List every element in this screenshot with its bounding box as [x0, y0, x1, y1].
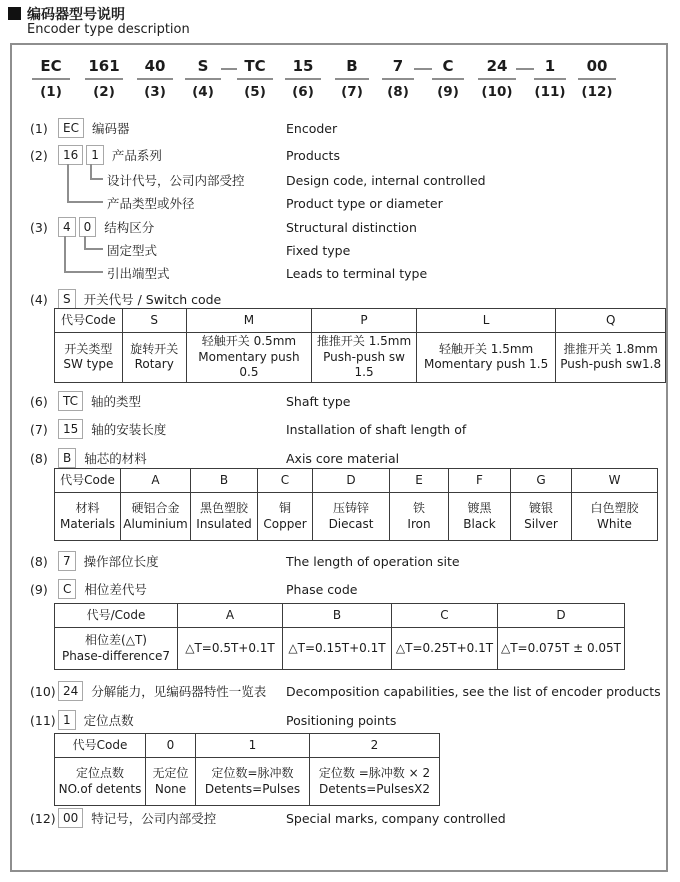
- sub-label-zh: 固定型式: [107, 243, 158, 258]
- entry-number: (11): [30, 712, 56, 728]
- entry-number: (9): [30, 581, 48, 597]
- entry-label-en: Shaft type: [286, 393, 351, 409]
- sub-label-zh: 设计代号，公司内部受控: [107, 173, 245, 188]
- table-cell: [196, 758, 310, 806]
- entry-code-box: S: [58, 289, 76, 309]
- entry-code-box: 24: [58, 681, 83, 701]
- pn-index: (1): [40, 84, 62, 100]
- sub-label-zh: 产品类型或外径: [107, 196, 195, 211]
- table-row-label: [55, 758, 146, 806]
- table-cell: [313, 493, 390, 541]
- entry-code-box: 15: [58, 419, 83, 439]
- pn-code: EC: [32, 57, 70, 80]
- cell-en: Detents=Pulses: [204, 781, 301, 796]
- pn-segment: [578, 57, 616, 100]
- table-header-cell: C: [258, 469, 313, 493]
- entry-label-en: Decomposition capabilities, see the list of encoder products: [286, 683, 661, 699]
- table-header-cell: 代号Code: [55, 469, 121, 493]
- pn-index: (2): [93, 84, 115, 100]
- cell-zh: 轻触开关 1.5mm: [438, 341, 534, 356]
- table-row-label: [55, 493, 121, 541]
- content-frame: [10, 43, 668, 872]
- table-header-cell: C: [392, 604, 498, 628]
- table-header-cell: 代号Code: [55, 734, 146, 758]
- table-cell: [449, 493, 511, 541]
- entry-number: (8): [30, 553, 48, 569]
- cell-zh: 材料: [75, 500, 100, 515]
- table-row-label: [55, 333, 123, 383]
- table-cell: [191, 493, 258, 541]
- table-cell: [572, 493, 658, 541]
- pn-segment: [285, 57, 321, 100]
- table-cell: [390, 493, 449, 541]
- pn-dash: [221, 68, 237, 70]
- table-cell: [310, 758, 440, 806]
- pn-segment: [137, 57, 173, 100]
- table-cell: [121, 493, 191, 541]
- table-header-cell: F: [449, 469, 511, 493]
- table-cell: [556, 333, 666, 383]
- pn-segment: [335, 57, 369, 100]
- cell-zh: 铜: [278, 500, 291, 515]
- pn-segment: [534, 57, 566, 100]
- entry-number: (1): [30, 120, 48, 136]
- cell-zh: 硬铝合金: [131, 500, 180, 515]
- entry-9: [12, 579, 666, 599]
- cell-en: Rotary: [134, 357, 174, 372]
- sub-label-en: Fixed type: [286, 242, 351, 258]
- cell-en: Phase-difference7: [61, 648, 171, 663]
- cell-zh: 镀黑: [467, 500, 492, 515]
- cell-zh: 压铸锌: [332, 500, 369, 515]
- table-header-cell: P: [312, 309, 417, 333]
- entry-8b: [12, 551, 666, 571]
- pn-index: (9): [437, 84, 459, 100]
- entry-1: [12, 118, 666, 138]
- entry-6: [12, 391, 666, 411]
- pn-code: 7: [382, 57, 414, 80]
- pn-segment: [478, 57, 516, 100]
- cell-en: Diecast: [328, 516, 374, 531]
- entry-code-box: 7: [58, 551, 76, 571]
- entry-label-zh: 相位差代号: [84, 582, 147, 597]
- cell-en: White: [597, 516, 632, 531]
- entry-11: [12, 710, 666, 730]
- entry-label-zh: 定位点数: [83, 713, 134, 728]
- table-header-cell: A: [178, 604, 283, 628]
- entry-code-box: 00: [58, 808, 83, 828]
- cell-en: Momentary push 0.5: [198, 349, 300, 380]
- pn-code: TC: [237, 57, 273, 80]
- table-cell: △T=0.25T+0.1T: [392, 628, 498, 670]
- table-header-cell: 代号Code: [55, 309, 123, 333]
- materials-table: [54, 468, 658, 541]
- entry-12: [12, 808, 666, 828]
- cell-zh: 黑色塑胶: [199, 500, 248, 515]
- entry-code-box: C: [58, 579, 76, 599]
- sub-label-zh: 引出端型式: [107, 266, 170, 281]
- entry-code-box: 1: [58, 710, 76, 730]
- table-header-cell: A: [121, 469, 191, 493]
- cell-en: None: [154, 781, 187, 796]
- pn-segment: [432, 57, 464, 100]
- pn-index: (10): [481, 84, 513, 100]
- table-cell: [511, 493, 572, 541]
- pn-code: B: [335, 57, 369, 80]
- cell-en: Insulated: [196, 516, 252, 531]
- cell-en: Aluminium: [123, 516, 188, 531]
- entry-label-en: Phase code: [286, 581, 358, 597]
- pn-index: (12): [581, 84, 613, 100]
- pn-code: 40: [137, 57, 173, 80]
- entry-3-sub-2: [12, 263, 666, 283]
- entry-label-en: Installation of shaft length of: [286, 421, 467, 437]
- page-title-en: Encoder type description: [27, 22, 190, 37]
- pn-segment: [85, 57, 123, 100]
- entry-label-en: Axis core material: [286, 450, 400, 466]
- entry-number: (7): [30, 421, 48, 437]
- table-header-cell: 代号/Code: [55, 604, 178, 628]
- entry-label-zh: 开关代号 / Switch code: [83, 292, 222, 307]
- entry-label-zh: 轴芯的材料: [84, 451, 147, 466]
- entry-label-en: Special marks, company controlled: [286, 810, 506, 826]
- cell-zh: 镀银: [528, 500, 553, 515]
- entry-number: (6): [30, 393, 48, 409]
- entry-label-en: Positioning points: [286, 712, 397, 728]
- section-marker-icon: [8, 7, 21, 20]
- entry-3: [12, 217, 666, 237]
- pn-segment: [32, 57, 70, 100]
- table-cell: [416, 333, 556, 383]
- pn-segment: [382, 57, 414, 100]
- cell-zh: 定位数 =脉冲数 × 2: [318, 765, 431, 780]
- table-header-cell: 2: [310, 734, 440, 758]
- cell-en: Detents=PulsesX2: [318, 781, 431, 796]
- pn-index: (5): [244, 84, 266, 100]
- table-cell: [186, 333, 312, 383]
- pn-code: 161: [85, 57, 123, 80]
- entry-label-zh: 结构区分: [104, 220, 155, 235]
- table-row-label: [55, 628, 178, 670]
- entry-2: [12, 145, 666, 165]
- table-cell: △T=0.075T ± 0.05T: [498, 628, 625, 670]
- entry-label-zh: 轴的安装长度: [91, 422, 167, 437]
- pn-code: S: [185, 57, 221, 80]
- pn-segment: [237, 57, 273, 100]
- cell-zh: 无定位: [152, 765, 189, 780]
- sub-label-en: Design code, internal controlled: [286, 172, 486, 188]
- cell-zh: 定位数=脉冲数: [211, 765, 294, 780]
- pn-code: C: [432, 57, 464, 80]
- cell-zh: 开关类型: [64, 341, 113, 356]
- cell-en: Materials: [59, 516, 115, 531]
- entry-label-zh: 特记号，公司内部受控: [91, 811, 217, 826]
- entry-4: [12, 289, 666, 309]
- table-header-cell: B: [283, 604, 392, 628]
- entry-8a: [12, 448, 666, 468]
- table-header-cell: L: [416, 309, 556, 333]
- cell-zh: 相位差(△T): [85, 632, 147, 647]
- sub-label-en: Product type or diameter: [286, 195, 443, 211]
- entry-number: (8): [30, 450, 48, 466]
- cell-en: Copper: [263, 516, 307, 531]
- pn-index: (8): [387, 84, 409, 100]
- table-header-cell: E: [390, 469, 449, 493]
- cell-en: Silver: [524, 516, 558, 531]
- page-title-zh: 编码器型号说明: [27, 7, 125, 23]
- cell-en: Momentary push 1.5: [423, 357, 549, 372]
- entry-label-zh: 分解能力，见编码器特性一览表: [91, 684, 267, 699]
- pn-dash: [516, 68, 534, 70]
- cell-zh: 定位点数: [75, 765, 124, 780]
- pn-code: 24: [478, 57, 516, 80]
- pn-segment: [185, 57, 221, 100]
- entry-number: (4): [30, 291, 48, 307]
- entry-3-sub-1: [12, 240, 666, 260]
- cell-en: Iron: [407, 516, 431, 531]
- part-number-breakdown: [32, 57, 616, 100]
- cell-en: SW type: [63, 357, 114, 372]
- table-cell: △T=0.5T+0.1T: [178, 628, 283, 670]
- entry-code-box: 1: [86, 145, 104, 165]
- pn-index: (4): [192, 84, 214, 100]
- table-header-cell: S: [122, 309, 186, 333]
- table-cell: [258, 493, 313, 541]
- sub-label-en: Leads to terminal type: [286, 265, 428, 281]
- cell-zh: 铁: [412, 500, 425, 515]
- entry-10: [12, 681, 666, 701]
- entry-label-en: The length of operation site: [286, 553, 460, 569]
- table-cell: [312, 333, 417, 383]
- entry-label-en: Encoder: [286, 120, 338, 136]
- table-header-cell: D: [498, 604, 625, 628]
- entry-label-zh: 轴的类型: [91, 394, 142, 409]
- entry-code-box: B: [58, 448, 76, 468]
- table-header-cell: Q: [556, 309, 666, 333]
- entry-label-en: Structural distinction: [286, 219, 417, 235]
- entry-2-sub-1: [12, 170, 666, 190]
- cell-en: NO.of detents: [58, 781, 142, 796]
- pn-dash: [414, 68, 432, 70]
- table-cell: △T=0.15T+0.1T: [283, 628, 392, 670]
- cell-zh: 推推开关 1.5mm: [316, 334, 412, 348]
- cell-zh: 轻触开关 0.5mm: [201, 334, 297, 348]
- table-header-cell: 0: [146, 734, 196, 758]
- entry-code-box: 16: [58, 145, 83, 165]
- pn-code: 15: [285, 57, 321, 80]
- cell-en: Push-push sw 1.5: [323, 349, 405, 380]
- cell-zh: 推推开关 1.8mm: [563, 341, 658, 356]
- pn-code: 1: [534, 57, 566, 80]
- table-header-cell: B: [191, 469, 258, 493]
- entry-7: [12, 419, 666, 439]
- entry-code-box: 0: [79, 217, 97, 237]
- cell-zh: 白色塑胶: [590, 500, 639, 515]
- entry-number: (10): [30, 683, 56, 699]
- table-cell: [146, 758, 196, 806]
- table-cell: [122, 333, 186, 383]
- entry-number: (3): [30, 219, 48, 235]
- pn-index: (11): [534, 84, 566, 100]
- detents-table: [54, 733, 440, 806]
- entry-number: (2): [30, 147, 48, 163]
- switch-code-table: [54, 308, 666, 383]
- table-header-cell: M: [186, 309, 312, 333]
- entry-2-sub-2: [12, 193, 666, 213]
- table-header-cell: 1: [196, 734, 310, 758]
- table-header-cell: D: [313, 469, 390, 493]
- table-header-cell: W: [572, 469, 658, 493]
- table-header-cell: G: [511, 469, 572, 493]
- entry-label-en: Products: [286, 147, 340, 163]
- entry-code-box: TC: [58, 391, 83, 411]
- pn-index: (7): [341, 84, 363, 100]
- pn-code: 00: [578, 57, 616, 80]
- entry-code-box: EC: [58, 118, 84, 138]
- cell-en: Black: [463, 516, 496, 531]
- entry-label-zh: 操作部位长度: [83, 554, 159, 569]
- pn-index: (3): [144, 84, 166, 100]
- entry-label-zh: 编码器: [91, 121, 130, 136]
- entry-label-zh: 产品系列: [111, 148, 162, 163]
- entry-number: (12): [30, 810, 56, 826]
- entry-code-box: 4: [58, 217, 76, 237]
- cell-zh: 旋转开关: [130, 341, 179, 356]
- cell-en: Push-push sw1.8: [560, 357, 662, 372]
- pn-index: (6): [292, 84, 314, 100]
- phase-difference-table: [54, 603, 625, 670]
